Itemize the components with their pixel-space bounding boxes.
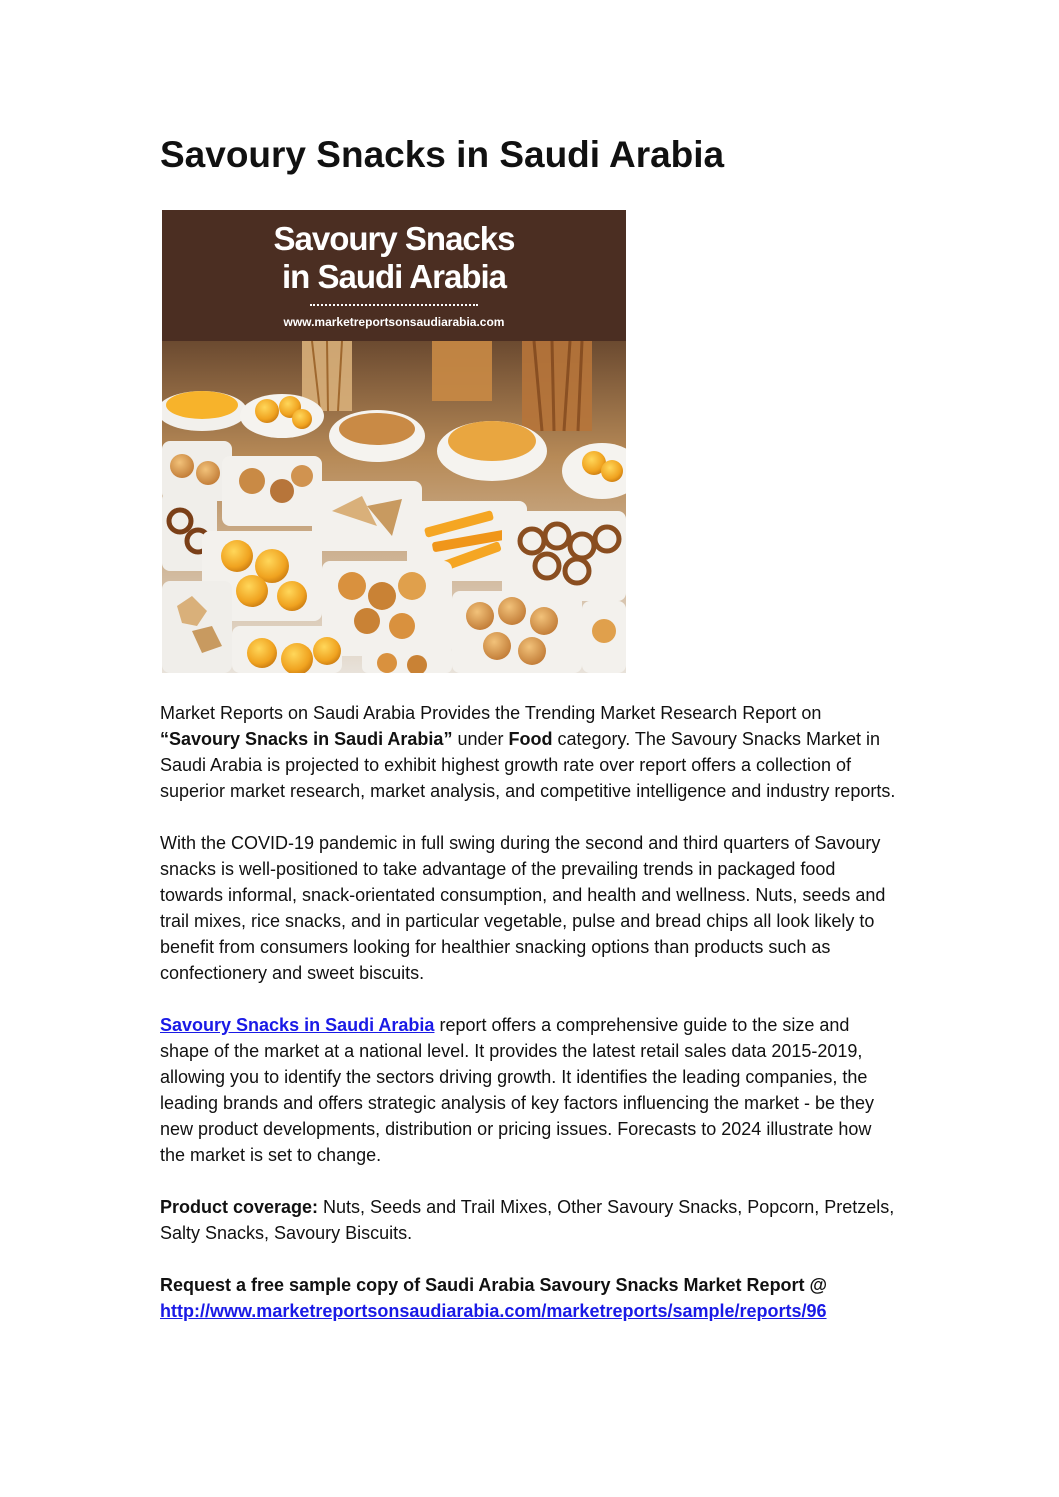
cover-url: www.marketreportsonsaudiarabia.com xyxy=(283,315,505,329)
cta-text: Request a free sample copy of Saudi Arabia Savoury Snacks Market Report @ xyxy=(160,1275,828,1295)
snacks-photo xyxy=(162,341,626,673)
cover-title-line1: Savoury Snacks xyxy=(273,220,515,257)
category-name: Food xyxy=(508,729,553,749)
cover-image xyxy=(162,210,626,673)
report-link[interactable]: Savoury Snacks in Saudi Arabia xyxy=(160,1015,435,1035)
intro-paragraph: Market Reports on Saudi Arabia Provides the Trending Market Research Report on “Savoury Snacks in Saudi Arabia” under Food category. The Savoury Snacks Market in Saudi Arabia is projected to exhibit highest growth rate over report offers a collection of superior market research, market analysis, and competitive intelligence and industry reports. xyxy=(160,703,896,801)
coverage-label: Product coverage: xyxy=(160,1197,319,1217)
covid-paragraph: With the COVID-19 pandemic in full swing during the second and third quarters of Savoury snacks is well-positioned to take advantage of the prevailing trends in packaged food towards informal, snack-orientated consumption, and health and wellness. Nuts, seeds and trail mixes, rice snacks, and in particular vegetable, pulse and bread chips all look likely to benefit from consumers looking for healthier snacking options than products such as confectionery and sweet biscuits. xyxy=(160,833,886,983)
report-name: “Savoury Snacks in Saudi Arabia” xyxy=(160,729,453,749)
cover-title-line2: in Saudi Arabia xyxy=(282,258,506,295)
cover-title xyxy=(162,220,626,296)
coverage-paragraph: Product coverage: Nuts, Seeds and Trail Mixes, Other Savoury Snacks, Popcorn, Pretzels, Salty Snacks, Savoury Biscuits. xyxy=(160,1197,895,1243)
report-paragraph: Savoury Snacks in Saudi Arabia report offers a comprehensive guide to the size and shape of the market at a national level. It provides the latest retail sales data 2015-2019, allowing you to identify the sectors driving growth. It identifies the leading companies, the leading brands and offers strategic analysis of key factors influencing the market - be they new product developments, distribution or pricing issues. Forecasts to 2024 illustrate how the market is set to change. xyxy=(160,1015,875,1165)
page-title: Savoury Snacks in Saudi Arabia xyxy=(160,134,725,175)
cta-paragraph xyxy=(160,1272,900,1324)
cover-divider xyxy=(310,304,478,306)
body-text xyxy=(160,700,900,1350)
sample-request-link[interactable]: http://www.marketreportsonsaudiarabia.com/marketreports/sample/reports/96 xyxy=(160,1301,827,1321)
cover-banner xyxy=(162,210,626,341)
